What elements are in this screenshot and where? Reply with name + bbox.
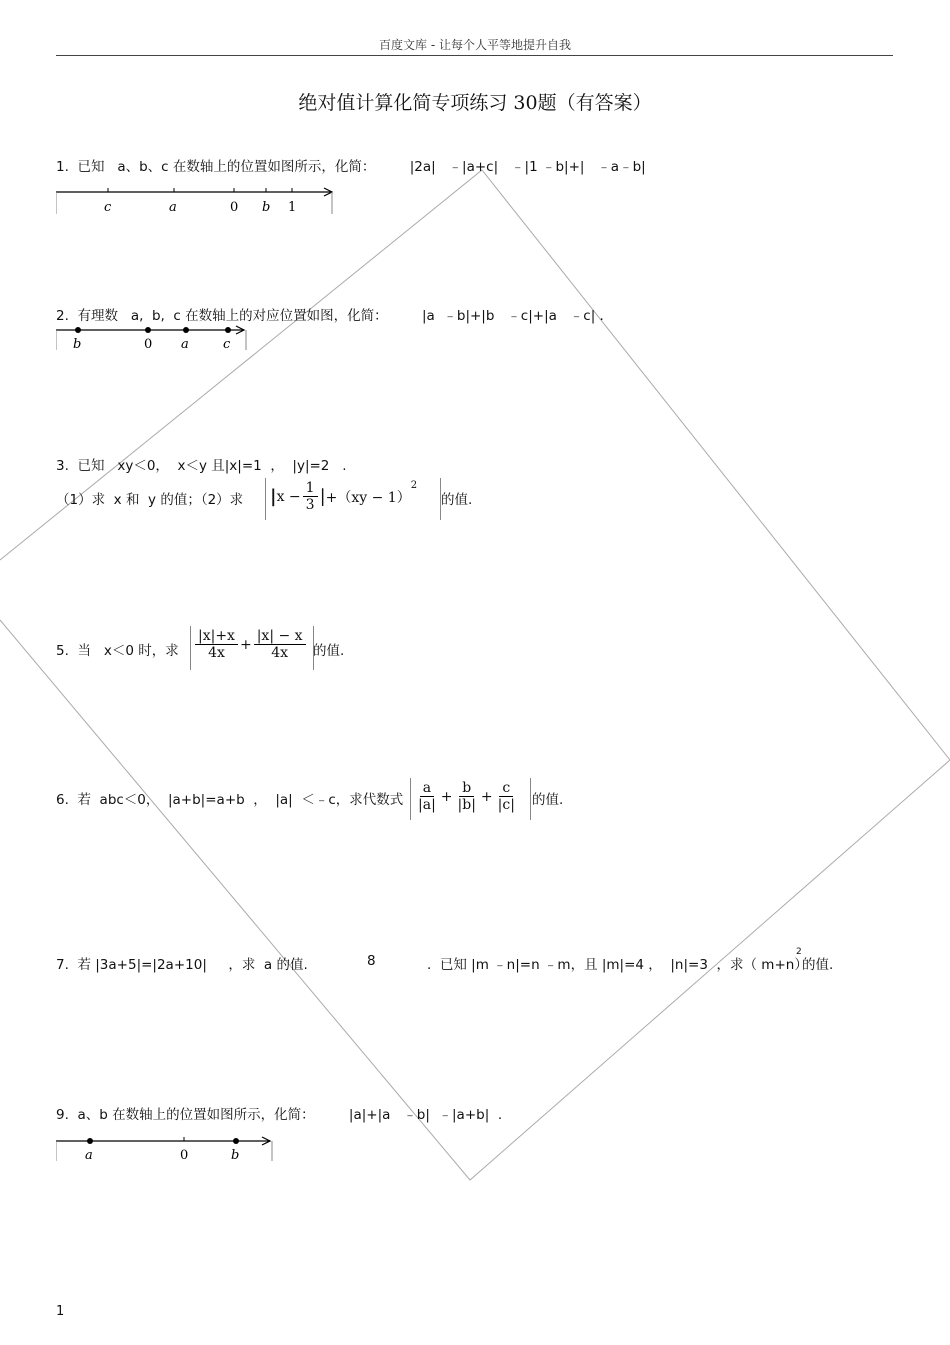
question-6-formula: [413, 780, 520, 813]
question-3-line1: 3. 已知 xy＜0， x＜y 且|x|=1 ， |y|=2 .: [56, 458, 347, 474]
fraction-2-numerator: |x| − x: [254, 628, 306, 645]
page-number: 1: [56, 1304, 65, 1319]
axis-label-b: b: [262, 200, 271, 215]
question-1-number-line: [56, 184, 338, 218]
question-5-text: 5. 当 x＜0 时，求: [56, 643, 179, 659]
question-5-tail: 的值.: [313, 643, 345, 659]
formula-exponent: 2: [410, 480, 418, 491]
question-2-text: 2. 有理数 a, b, c 在数轴上的对应位置如图，化简： |a ﹣b|+|b ﹣c|+|a ﹣c| .: [56, 308, 604, 324]
axis-label-b: b: [231, 1148, 240, 1163]
plus-sign-1: +: [440, 788, 453, 805]
question-2-number-line: [56, 322, 250, 352]
plus-sign: +: [239, 636, 252, 653]
fraction-2-denominator: 4x: [271, 645, 289, 661]
formula-x: x −: [276, 488, 301, 505]
question-1-text: 1. 已知 a、b、c 在数轴上的位置如图所示，化简： |2a| ﹣|a+c| ﹣|1 ﹣b|+| ﹣a﹣b|: [56, 159, 646, 175]
question-3-tail: 的值.: [441, 492, 473, 508]
question-6-text: 6. 若 abc＜0， |a+b|=a+b ， |a| ＜﹣c，求代数式: [56, 792, 404, 808]
axis-label-a: a: [169, 200, 177, 215]
fraction-1-denominator: 4x: [208, 645, 225, 661]
axis-label-1: 1: [288, 200, 297, 215]
axis-label-b: b: [73, 337, 82, 352]
question-8-tail: 的值.: [802, 957, 834, 973]
axis-label-c: c: [223, 337, 231, 352]
question-9-number-line: [56, 1131, 276, 1163]
question-7-text: 7. 若 |3a+5|=|2a+10| ，求 a 的值.: [56, 957, 308, 973]
question-8-text: . 已知 |m ﹣n|=n ﹣m，且 |m|=4 ， |n|=3 ，求（ m+n）: [427, 957, 808, 973]
document-header: 百度文库 - 让每个人平等地提升自我: [379, 38, 571, 52]
question-3-formula: | x − $\frac{1}{3}$ | +（xy − 1） $^2$: [270, 480, 418, 513]
fraction-b-numerator: b: [459, 780, 474, 797]
fraction-1-numerator: |x|+x: [195, 628, 238, 645]
axis-label-0: 0: [180, 1148, 189, 1163]
question-8-exponent: 2: [796, 947, 802, 957]
page-title: 绝对值计算化简专项练习 30题（有答案）: [298, 92, 652, 114]
axis-label-0: 0: [230, 200, 239, 215]
formula-numerator: 1: [303, 480, 318, 497]
question-9-text: 9. a、b 在数轴上的位置如图所示，化简： |a|+|a ﹣b| ﹣|a+b| .: [56, 1107, 503, 1123]
fraction-b-denominator: |b|: [457, 797, 476, 813]
question-3-line2: （1）求 x 和 y 的值；（2）求: [56, 492, 244, 508]
axis-label-a: a: [85, 1148, 93, 1163]
question-6-tail: 的值.: [532, 792, 564, 808]
question-8-number: 8: [367, 953, 376, 969]
axis-label-a: a: [181, 337, 189, 352]
formula-rest: +（xy − 1）: [325, 489, 411, 506]
formula-denominator: 3: [305, 497, 315, 513]
question-5-formula: [193, 628, 308, 661]
plus-sign-2: +: [480, 788, 493, 805]
fraction-a-numerator: a: [420, 780, 434, 797]
axis-label-0: 0: [144, 337, 153, 352]
fraction-a-denominator: |a|: [418, 797, 436, 813]
fraction-c-numerator: c: [499, 780, 513, 797]
axis-label-c: c: [104, 200, 112, 215]
fraction-c-denominator: |c|: [497, 797, 515, 813]
